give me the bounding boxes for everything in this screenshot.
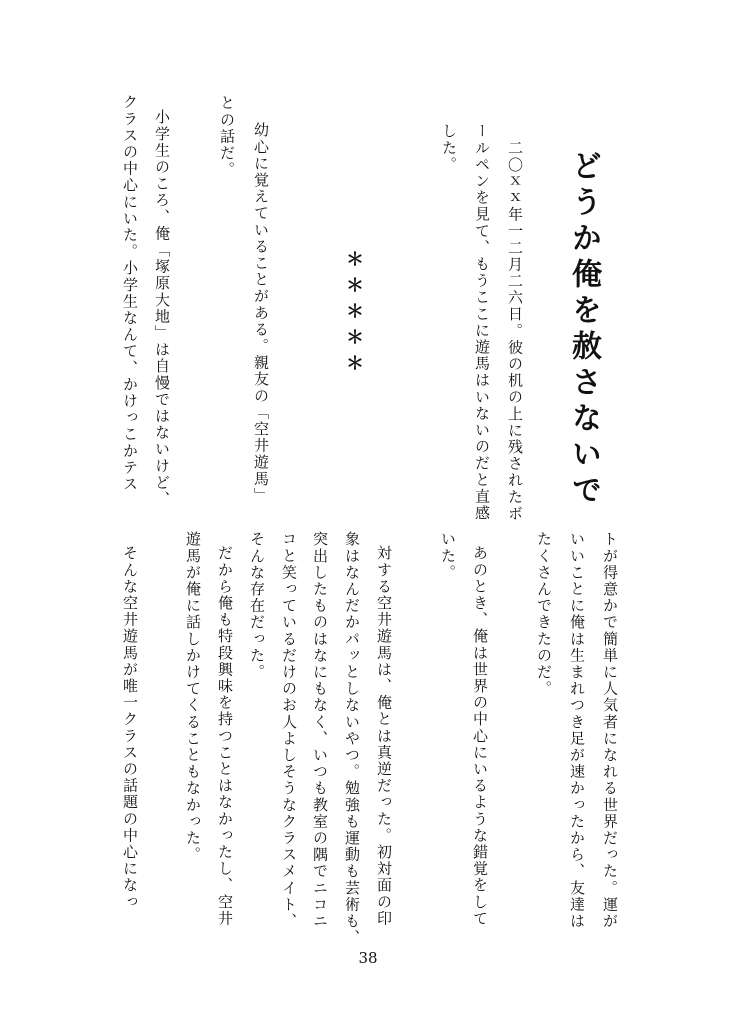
text-column: 象はなんだかパッとしないやつ。勉強も運動も芸術も、 [343,531,361,946]
text-column: 遊馬が俺に話しかけてくることもなかった。 [184,531,202,863]
text-column: 対する空井遊馬は、俺とは真逆だった。初対面の印 [375,545,393,927]
text-column: 小学生のころ、俺「塚原大地」は自慢ではないけど、 [153,109,171,508]
text-column: そんな存在だった。 [248,531,266,681]
section-break: ＊＊＊＊＊ [343,250,364,380]
text-column: いいことに俺は生まれつき足が速かったから、友達は [568,531,586,930]
page-number: 38 [358,949,378,967]
text-column: 幼心に覚えていることがある。親友の「空井遊馬」 [252,122,270,504]
text-column: 突出したものはなにもなく、いつも教室の隅でニコニ [311,531,329,930]
text-column: ールペンを見て、もうここに遊馬はいないのだと直感 [473,123,491,522]
text-column: クラスの中心にいた。小学生なんて、かけっこかテス [121,94,139,493]
text-column: そんな空井遊馬が唯一クラスの話題の中心になっ [121,545,139,911]
text-column: いた。 [439,531,457,581]
text-column: 二〇ｘｘ年一二月二六日。彼の机の上に残されたボ [506,140,524,522]
text-column: との話だ。 [218,95,236,178]
text-column: トが得意かで簡単に人気者になれる世界だった。運が [601,531,619,930]
chapter-title: どうか俺を赦さないで [566,150,601,510]
text-column: した。 [440,123,458,173]
text-column: コと笑っているだけのお人よしそうなクラスメイト、 [280,531,298,930]
text-column: だから俺も特段興味を持つことはなかったし、空井 [216,545,234,927]
text-column: たくさんできたのだ。 [535,531,553,697]
text-column: あのとき、俺は世界の中心にいるような錯覚をして [471,545,489,927]
